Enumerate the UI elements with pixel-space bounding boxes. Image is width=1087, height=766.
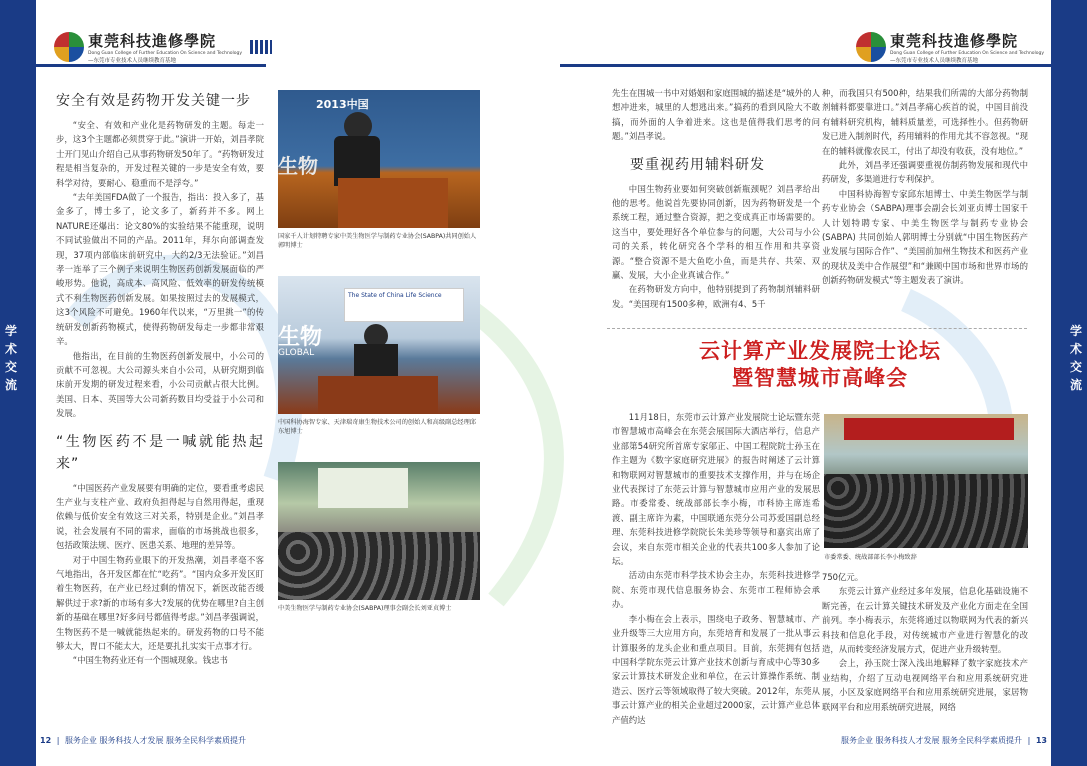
paragraph: 750亿元。 [822, 572, 864, 582]
section-heading: 要重视药用辅料研发 [630, 156, 765, 173]
paragraph: 东莞云计算产业经过多年发展，信息化基础设施不断完善，在云计算关键技术研发及产业化方面走在全国前列。李小梅表示，东莞将通过以物联网为代表的新兴科技和信息化手段，对传统城市产业进行智慧化的改造，从而转变经济发展方式，促进产业升级转型。 [822, 586, 1028, 655]
footer-slogan: 服务企业 服务科技人才发展 服务全民科学素质提升 [840, 736, 1023, 745]
page-number: 12 [40, 736, 52, 745]
right-page-text-column-4 [822, 570, 1028, 734]
paragraph: 活动由东莞市科学技术协会主办，东莞科技进修学院、东莞市现代信息服务协会、东莞市工程师协会承办。 [612, 570, 820, 610]
left-side-band [0, 0, 36, 766]
college-subtitle: —东莞市专业技术人员继续教育基地 [88, 58, 177, 64]
paragraph: 11月18日，东莞市云计算产业发展院士论坛暨东莞市智慧城市高峰会在东莞会展国际大酒店举行，信息产业部第54研究所首席专家邬正、中国工程院院士孙玉在作主题为《数字家庭研究进展》的报告时阐述了云计算和物联网对智慧城市的重要技术支撑作用，并与在场企业代表探讨了东莞云计算与智慧城市应用产业的发展思路。市委常委、统战部部长李小梅，市科协主席连希渡、副主席许为素，中国联通东莞分公司苏爱国副总经理、东莞科技进修学院院长朱美珍等领导和嘉宾出席了会议，来自东莞市相关企业的代表共100多人参加了论坛。 [612, 412, 820, 567]
projector-screen [318, 468, 408, 508]
right-page-text-column-3 [612, 410, 820, 734]
paragraph: “中国生物药业还有一个围城现象。钱忠书 [72, 655, 228, 666]
right-section-label [1069, 322, 1083, 394]
right-side-band [1051, 0, 1087, 766]
dots-decoration-icon [1052, 40, 1074, 54]
left-page-text-column [56, 86, 264, 734]
college-subtitle: —东莞市专业技术人员继续教育基地 [890, 58, 979, 64]
paragraph: “安全、有效和产业化是药物研发的主题。每走一步，这3个主题都必须贯穿于此。”演讲一开始，刘昌孝院士开门见山介绍自己从事药物研发50年了。“药物研发过程是相当复杂的，开发过程关键的一步是安全有效，要科学对待，要耐心、稳重而不是浮夸。” [56, 120, 264, 188]
college-name: 東莞科技進修學院 [88, 32, 217, 50]
dots-decoration-icon [250, 40, 272, 54]
photo-backdrop-text: 生物 [278, 325, 323, 350]
side-char: 学 [1069, 324, 1082, 338]
speaker-photo-qiu-dongxu [278, 276, 480, 414]
audience-photo [278, 462, 480, 600]
photo-caption: 中国科协海智专家、天津瑞奇康生物技术公司的创始人和高级副总经理邱东旭博士 [278, 419, 476, 435]
right-page-text-column-2 [822, 86, 1028, 326]
paragraph: 李小梅在会上表示，围绕电子政务、智慧城市、产业升级等三大应用方向，东莞培育和发展了一批从事云计算服务的龙头企业和重点项目。目前，东莞拥有包括中国科学院东莞云计算产业技术创新与育成中心等30多家云计算技术研发企业和单位，在云计算操作系统、制造云、医疗云等领域取得了较大突破。2012年，东莞从事云计算产业的相关企业超过2000家，云计算产业总体产值约达 [612, 613, 820, 725]
forum-opening-photo [824, 414, 1028, 548]
header-rule [36, 64, 266, 67]
red-banner [844, 418, 1014, 440]
side-char: 交 [1069, 360, 1082, 374]
photo-backdrop-text: 生物 [278, 154, 318, 178]
paragraph: 对于中国生物药业眼下的开发热潮，刘昌孝毫不客气地指出，各开发区都在忙“吃药”。“国内众多开发区盯着生物医药，在产业已经过剩的情况下，新医改能否缓解供过于求?新的市场有多大?发展的优势在哪里?自主创新的基础在哪里?好多问号都值得考虑。”刘昌孝强调说，生物医药不是一喊就能热起来的。研发药物的口号不能够太大，胃口不能太大，还是要扎扎实实干点事才行。 [56, 554, 264, 651]
paragraph: 种，而我国只有500种，结果我们所需的大部分药物制剂辅料都要靠进口。”刘昌孝痛心疾首的说，中国目前没有辅料研究机构，辅料质量差，可选择性小。但药物研发已进入制剂时代，药用辅料的作用尤其不容忽视。“现在的辅料就像农民工，付出了却没有收获，没有地位。” [822, 88, 1028, 156]
right-page-text-column-1 [612, 86, 820, 326]
article-headline [610, 338, 1030, 392]
photo-caption: 国家千人计划特聘专家中美生物医学与制药专业协会(SABPA)共同创始人郭明博士 [278, 233, 477, 249]
section-heading: 安全有效是药物开发关键一步 [56, 93, 251, 109]
header-rule [560, 64, 1051, 67]
podium [338, 178, 448, 228]
left-footer: 12 | 服务企业 服务科技人才发展 服务全民科学素质提升 [40, 736, 247, 745]
seated-audience [824, 474, 1028, 548]
headline-line-1: 云计算产业发展院士论坛 [699, 339, 941, 363]
side-char: 学 [4, 324, 17, 338]
college-name-en: Dong Guan College of Further Education On Science and Technology [88, 51, 243, 56]
page-number: 13 [1035, 736, 1047, 745]
footer-slogan: 服务企业 服务科技人才发展 服务全民科学素质提升 [64, 736, 247, 745]
paragraph: “去年美国FDA做了一个报告，指出：投入多了，基金多了，博士多了，论文多了，新药并不多。网上NATURE还爆出：论文80%的实验结果不能重现，说明不同试验做出不同的产品。2011年，拜尔向部调查发现，37项内部临床前研究中，大约2/3无法验证。”刘昌孝一连举了三个例子来说明生物医药创新发展面临的严峻形势。他说，高成本、高风险、低效率的研发传统模式不利生物医药创新发展。如果按照过去的发展模式，这3个风险不可避免。1960年代以来，“万里挑一”的传统研发创新药物模式，使得药物研发每走一步都非常艰辛。 [56, 192, 264, 347]
side-char: 流 [1069, 378, 1082, 392]
paragraph: 中国生物药业要如何突破创新瓶颈呢？刘昌孝给出他的思考。他说首先要协同创新，因为药物研发是一个系统工程，通过整合资源，把之变成真正市场需要的。这当中，要处理好各个单位参与的问题，大公司与小公司的关系，转化研究各个学科的相互作用和共享资源。“整合资源不是大鱼吃小鱼，而是共存、共荣、双赢、发展，大小企业真诚合作。” [612, 183, 820, 281]
side-char: 流 [4, 378, 17, 392]
seated-audience [278, 532, 480, 600]
side-char: 术 [4, 342, 17, 356]
college-logo-icon [856, 32, 886, 62]
photo-caption: 市委常委、统战部部长李小梅致辞 [824, 554, 917, 561]
section-divider [607, 328, 1027, 329]
paragraph: 会上，孙玉院士深入浅出地解释了数字家庭技术产业结构，介绍了互动电视网络平台和应用系统研究进展，小区及家庭网络平台和应用系统研究进展，家居物联网平台和应用系统研究进展，网络 [822, 658, 1028, 712]
headline-line-2: 暨智慧城市高峰会 [732, 366, 908, 390]
podium [318, 376, 438, 414]
speaker-photo-guo-ming [278, 90, 480, 228]
photo-caption: 中美生物医学与制药专业协会(SABPA)理事会副会长刘亚贞博士 [278, 605, 452, 612]
paragraph: 先生在围城一书中对婚姻和家庭围城的描述是“城外的人想冲进来，城里的人想逃出来。”搞药的看到风险大不敢搞，而外面的人争着进来。这也是值得我们思考的问题。”刘昌孝说。 [612, 88, 820, 142]
paragraph: “中国医药产业发展要有明确的定位，要看重考虑民生产业与支柱产业、政府负担得起与自然用得起，重现依赖与低价安全有效这三对关系，特别是企业。”刘昌孝说，社会发展有不同的需求，面临的市场挑战也很多，包括政策法规、医疗、医患关系、地理的差异等。 [56, 482, 264, 551]
left-section-label [4, 322, 18, 394]
left-header-logo [54, 30, 272, 64]
photo-backdrop-text: 2013中国 [316, 98, 369, 111]
projector-screen-text: The State of China Life Science [344, 288, 464, 322]
side-char: 术 [1069, 342, 1082, 356]
college-name: 東莞科技進修學院 [890, 32, 1019, 50]
paragraph: 中国科协海智专家邱东旭博士、中美生物医学与制药专业协会（SABPA)理事会副会长刘亚贞博士国家千人计划特聘专家、中美生物医学与制药专业协会(SABPA) 共同创始人郭明博士分别就“中国生物医药产业发展与国际合作”、“美国前加州生物技术和医药产业的现状及美中合作展望”和“兼顾中国市场和世界市场的创新药物研发模式”等主题发表了演讲。 [822, 188, 1028, 286]
side-char: 交 [4, 360, 17, 374]
right-footer: 服务企业 服务科技人才发展 服务全民科学素质提升 | 13 [840, 736, 1047, 745]
college-name-en: Dong Guan College of Further Education On Science and Technology [890, 51, 1045, 56]
college-logo-icon [54, 32, 84, 62]
section-heading: “生物医药不是一喊就能热起来” [56, 433, 264, 472]
right-header-logo [856, 30, 1074, 64]
paragraph: 在药物研发方向中，他特别提到了药物制剂辅料研发。“美国现有1500多种，欧洲有4、5千 [612, 284, 820, 309]
paragraph: 他指出，在目前的生物医药创新发展中，小公司的贡献不可忽视。大公司源头来自小公司，从研究期到临床前开发期的研发过程来看，小公司贡献占很大比例。美国、日本、英国等大公司新药数目均受益于小公司和发展。 [56, 350, 264, 419]
photo-backdrop-text: GLOBAL [278, 348, 315, 358]
paragraph: 此外，刘昌孝还强调要重视仿制药物发展和现代中药研发，多渠道进行专利保护。 [822, 160, 1028, 185]
